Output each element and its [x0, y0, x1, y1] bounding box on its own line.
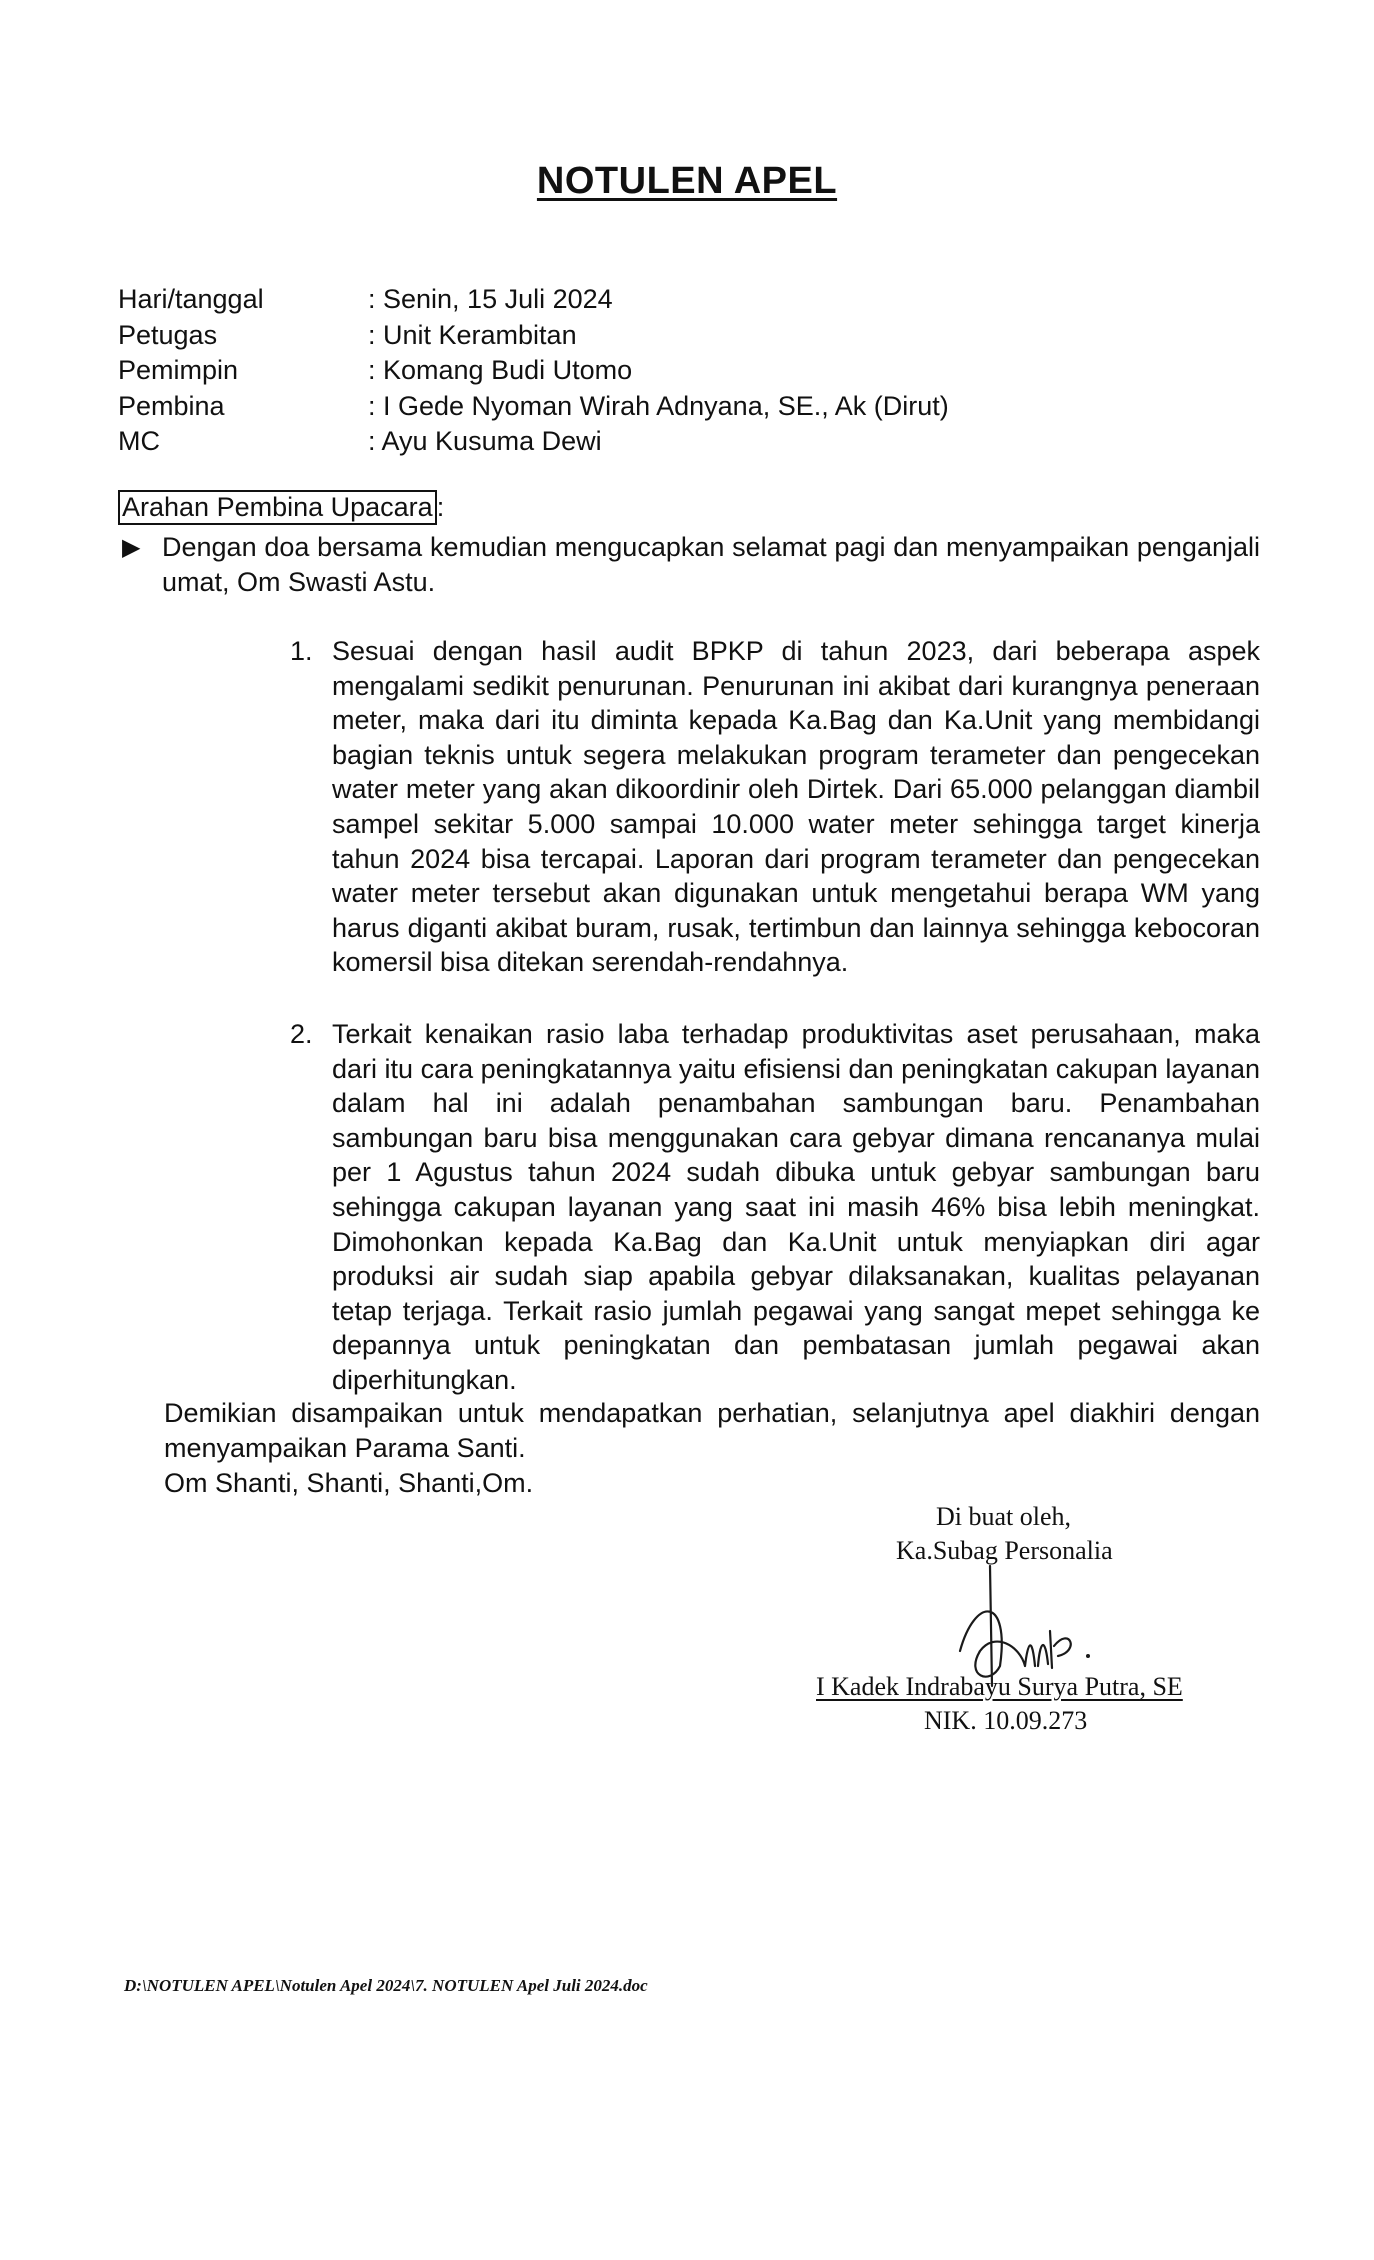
info-row-leader [118, 353, 949, 389]
info-value: : Senin, 15 Juli 2024 [368, 284, 613, 314]
list-item [290, 1017, 1260, 1398]
info-label: MC [118, 426, 160, 456]
closing-paragraph [164, 1396, 1260, 1501]
file-path-footer: D:\NOTULEN APEL\Notulen Apel 2024\7. NOTULEN Apel Juli 2024.doc [124, 1976, 648, 1995]
intro-paragraph [118, 530, 1260, 600]
info-label: Hari/tanggal [118, 284, 264, 314]
meeting-info [118, 282, 949, 460]
info-value: : I Gede Nyoman Wirah Adnyana, SE., Ak (Dirut) [368, 390, 949, 421]
list-item-text: Terkait kenaikan rasio laba terhadap produktivitas aset perusahaan, maka dari itu cara peningkatannya yaitu efisiensi dan peningkatan cakupan layanan dalam hal ini adalah penambahan sambungan baru. Penambahan sambungan baru bisa menggunakan cara gebyar dimana rencananya mulai per 1 Agustus tahun 2024 sudah dibuka untuk gebyar sambungan baru sehingga cakupan layanan yang saat ini masih 46% bisa lebih meningkat. Dimohonkan kepada Ka.Bag dan Ka.Unit untuk menyiapkan diri agar produksi air sudah siap apabila gebyar dilaksanakan, kualitas pelayanan tetap terjaga. Terkait rasio jumlah pegawai yang sangat mepet sehingga ke depannya untuk peningkatan dan pembatasan jumlah pegawai akan diperhitungkan. [332, 1019, 1260, 1395]
signatory-position: Ka.Subag Personalia [896, 1536, 1113, 1565]
section-heading [118, 490, 444, 525]
closing-text: Demikian disampaikan untuk mendapatkan perhatian, selanjutnya apel diakhiri dengan menyampaikan Parama Santi. [164, 1398, 1260, 1463]
triangle-right-icon: ▶ [122, 534, 141, 561]
closing-greeting: Om Shanti, Shanti, Shanti,Om. [164, 1468, 534, 1498]
arahan-colon: : [436, 492, 445, 522]
list-item-text: Sesuai dengan hasil audit BPKP di tahun 2023, dari beberapa aspek mengalami sedikit penurunan. Penurunan ini akibat dari kurangnya peneraan meter, maka dari itu diminta kepada Ka.Bag dan Ka.Unit yang membidangi bagian teknis untuk segera melakukan program terameter dan pengecekan water meter yang akan dikoordinir oleh Dirtek. Dari 65.000 pelanggan diambil sampel sekitar 5.000 sampai 10.000 water meter sehingga target kinerja tahun 2024 bisa tercapai. Laporan dari program terameter dan pengecekan water meter tersebut akan digunakan untuk mengetahui berapa WM yang harus diganti akibat buram, rusak, tertimbun dan lainnya sehingga kebocoran komersil bisa ditekan serendah-rendahnya. [332, 636, 1260, 978]
arahan-heading-text: Arahan Pembina Upacara [118, 490, 437, 525]
info-row-officer [118, 318, 949, 354]
signatory-name: I Kadek Indrabayu Surya Putra, SE [816, 1672, 1183, 1701]
list-item [290, 634, 1260, 980]
list-item-number: 2. [290, 1019, 313, 1049]
intro-text: Dengan doa bersama kemudian mengucapkan selamat pagi dan menyampaikan penganjali umat, Om Swasti Astu. [162, 532, 1260, 597]
signatory-nik: NIK. 10.09.273 [924, 1706, 1088, 1735]
info-value: : Unit Kerambitan [368, 319, 577, 350]
info-value: : Ayu Kusuma Dewi [368, 426, 602, 456]
list-item-number: 1. [290, 636, 313, 666]
info-label: Pembina [118, 390, 225, 421]
document-title: NOTULEN APEL [536, 160, 838, 202]
info-row-date [118, 282, 949, 318]
info-label: Pemimpin [118, 355, 239, 385]
info-value: : Komang Budi Utomo [368, 355, 633, 385]
info-row-supervisor [118, 389, 949, 425]
made-by-label: Di buat oleh, [936, 1502, 1072, 1531]
info-label: Petugas [118, 319, 218, 350]
info-row-mc [118, 424, 949, 460]
